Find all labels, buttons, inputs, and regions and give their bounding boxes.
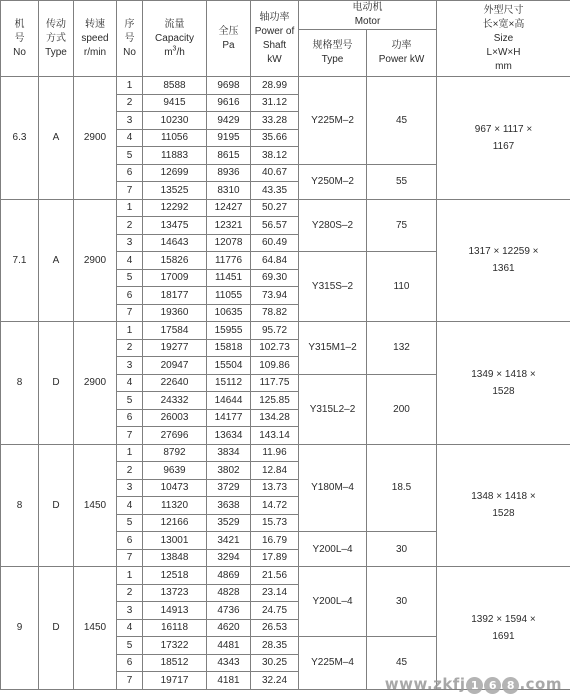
cell-seq-no: 7 xyxy=(117,182,143,200)
cell-capacity: 12292 xyxy=(143,199,207,217)
cell-seq-no: 5 xyxy=(117,637,143,655)
cell-shaft-power: 15.73 xyxy=(251,514,299,532)
cell-pressure: 8936 xyxy=(207,164,251,182)
header-machine-no: 机 号 No xyxy=(1,1,39,77)
cell-capacity: 9415 xyxy=(143,94,207,112)
cell-seq-no: 2 xyxy=(117,584,143,602)
cell-capacity: 8588 xyxy=(143,77,207,95)
cell-seq-no: 7 xyxy=(117,672,143,690)
header-motor: 电动机 Motor xyxy=(299,1,437,30)
cell-pressure: 9698 xyxy=(207,77,251,95)
cell-shaft-power: 69.30 xyxy=(251,269,299,287)
cell-capacity: 13848 xyxy=(143,549,207,567)
table-row xyxy=(1,567,570,585)
cell-motor-power: 30 xyxy=(367,567,437,637)
watermark-glyph-2: 6 xyxy=(484,677,501,694)
cell-speed: 2900 xyxy=(74,199,117,322)
cell-seq-no: 3 xyxy=(117,602,143,620)
cell-drive-type: D xyxy=(39,322,74,445)
cell-machine-no: 6.3 xyxy=(1,77,39,200)
cell-seq-no: 3 xyxy=(117,112,143,130)
cell-pressure: 15818 xyxy=(207,339,251,357)
cell-shaft-power: 21.56 xyxy=(251,567,299,585)
cell-capacity: 24332 xyxy=(143,392,207,410)
site-watermark: www.zkfj 1 6 8 .com xyxy=(384,675,562,693)
cell-capacity: 18512 xyxy=(143,654,207,672)
cell-pressure: 4481 xyxy=(207,637,251,655)
cell-pressure: 4181 xyxy=(207,672,251,690)
cell-pressure: 4620 xyxy=(207,619,251,637)
cell-seq-no: 3 xyxy=(117,479,143,497)
cell-pressure: 8310 xyxy=(207,182,251,200)
cell-pressure: 15504 xyxy=(207,357,251,375)
cell-seq-no: 3 xyxy=(117,234,143,252)
header-motor-model: 规格型号 Type xyxy=(299,30,367,77)
cell-seq-no: 2 xyxy=(117,217,143,235)
cell-shaft-power: 14.72 xyxy=(251,497,299,515)
cell-pressure: 12078 xyxy=(207,234,251,252)
cell-shaft-power: 40.67 xyxy=(251,164,299,182)
cell-seq-no: 1 xyxy=(117,77,143,95)
cell-motor-model: Y315S–2 xyxy=(299,252,367,322)
header-size: 外型尺寸 长×宽×高 Size L×W×H mm xyxy=(437,1,570,77)
cell-seq-no: 7 xyxy=(117,549,143,567)
cell-motor-power: 132 xyxy=(367,322,437,375)
cell-pressure: 3834 xyxy=(207,444,251,462)
cell-pressure: 12427 xyxy=(207,199,251,217)
cell-speed: 1450 xyxy=(74,567,117,690)
cell-drive-type: A xyxy=(39,199,74,322)
cell-capacity: 17322 xyxy=(143,637,207,655)
cell-motor-model: Y250M–2 xyxy=(299,164,367,199)
cell-capacity: 14643 xyxy=(143,234,207,252)
cell-seq-no: 5 xyxy=(117,269,143,287)
cell-motor-model: Y200L–4 xyxy=(299,567,367,637)
cell-seq-no: 6 xyxy=(117,409,143,427)
cell-shaft-power: 16.79 xyxy=(251,532,299,550)
cell-shaft-power: 32.24 xyxy=(251,672,299,690)
header-capacity: 流量 Capacity $m^3/h$ xyxy=(143,1,207,77)
cell-pressure: 13634 xyxy=(207,427,251,445)
cell-capacity: 8792 xyxy=(143,444,207,462)
cell-pressure: 12321 xyxy=(207,217,251,235)
cell-shaft-power: 56.57 xyxy=(251,217,299,235)
cell-motor-power: 45 xyxy=(367,637,437,690)
header-seq-no: 序 号 No xyxy=(117,1,143,77)
cell-seq-no: 2 xyxy=(117,94,143,112)
cell-seq-no: 6 xyxy=(117,287,143,305)
cell-seq-no: 6 xyxy=(117,532,143,550)
header-shaft-power: 轴功率 Power of Shaft kW xyxy=(251,1,299,77)
cell-capacity: 19277 xyxy=(143,339,207,357)
cell-pressure: 4828 xyxy=(207,584,251,602)
cell-pressure: 11776 xyxy=(207,252,251,270)
cell-shaft-power: 143.14 xyxy=(251,427,299,445)
cell-seq-no: 6 xyxy=(117,164,143,182)
cell-pressure: 11055 xyxy=(207,287,251,305)
cell-shaft-power: 95.72 xyxy=(251,322,299,340)
cell-seq-no: 2 xyxy=(117,462,143,480)
cell-seq-no: 1 xyxy=(117,444,143,462)
cell-capacity: 27696 xyxy=(143,427,207,445)
cell-shaft-power: 60.49 xyxy=(251,234,299,252)
cell-shaft-power: 24.75 xyxy=(251,602,299,620)
cell-capacity: 12518 xyxy=(143,567,207,585)
table-row xyxy=(1,322,570,340)
cell-shaft-power: 73.94 xyxy=(251,287,299,305)
cell-shaft-power: 35.66 xyxy=(251,129,299,147)
cell-machine-no: 7.1 xyxy=(1,199,39,322)
cell-capacity: 15826 xyxy=(143,252,207,270)
cell-capacity: 19360 xyxy=(143,304,207,322)
cell-capacity: 16118 xyxy=(143,619,207,637)
cell-shaft-power: 125.85 xyxy=(251,392,299,410)
cell-motor-model: Y315M1–2 xyxy=(299,322,367,375)
cell-capacity: 18177 xyxy=(143,287,207,305)
cell-shaft-power: 78.82 xyxy=(251,304,299,322)
cell-size: 1392 × 1594 × 1691 xyxy=(437,567,570,690)
cell-capacity: 17584 xyxy=(143,322,207,340)
cell-seq-no: 3 xyxy=(117,357,143,375)
cell-size: 1349 × 1418 × 1528 xyxy=(437,322,570,445)
cell-shaft-power: 26.53 xyxy=(251,619,299,637)
cell-pressure: 10635 xyxy=(207,304,251,322)
cell-pressure: 15955 xyxy=(207,322,251,340)
cell-seq-no: 2 xyxy=(117,339,143,357)
cell-pressure: 9616 xyxy=(207,94,251,112)
cell-shaft-power: 117.75 xyxy=(251,374,299,392)
cell-capacity: 13525 xyxy=(143,182,207,200)
cell-pressure: 15112 xyxy=(207,374,251,392)
cell-drive-type: D xyxy=(39,444,74,567)
cell-seq-no: 4 xyxy=(117,129,143,147)
cell-pressure: 3638 xyxy=(207,497,251,515)
cell-capacity: 11883 xyxy=(143,147,207,165)
cell-shaft-power: 11.96 xyxy=(251,444,299,462)
cell-speed: 2900 xyxy=(74,77,117,200)
cell-shaft-power: 50.27 xyxy=(251,199,299,217)
cell-motor-model: Y280S–2 xyxy=(299,199,367,252)
cell-capacity: 20947 xyxy=(143,357,207,375)
cell-shaft-power: 33.28 xyxy=(251,112,299,130)
cell-capacity: 14913 xyxy=(143,602,207,620)
cell-pressure: 11451 xyxy=(207,269,251,287)
cell-motor-model: Y200L–4 xyxy=(299,532,367,567)
cell-shaft-power: 28.99 xyxy=(251,77,299,95)
cell-seq-no: 1 xyxy=(117,322,143,340)
cell-machine-no: 8 xyxy=(1,444,39,567)
cell-seq-no: 5 xyxy=(117,514,143,532)
cell-drive-type: A xyxy=(39,77,74,200)
cell-shaft-power: 38.12 xyxy=(251,147,299,165)
cell-shaft-power: 23.14 xyxy=(251,584,299,602)
table-row xyxy=(1,77,570,95)
cell-seq-no: 4 xyxy=(117,497,143,515)
cell-capacity: 19717 xyxy=(143,672,207,690)
cell-shaft-power: 102.73 xyxy=(251,339,299,357)
cell-motor-power: 18.5 xyxy=(367,444,437,532)
cell-machine-no: 9 xyxy=(1,567,39,690)
watermark-glyph-3: 8 xyxy=(502,677,519,694)
cell-shaft-power: 64.84 xyxy=(251,252,299,270)
cell-capacity: 22640 xyxy=(143,374,207,392)
cell-capacity: 10230 xyxy=(143,112,207,130)
cell-shaft-power: 134.28 xyxy=(251,409,299,427)
cell-seq-no: 7 xyxy=(117,304,143,322)
cell-pressure: 3294 xyxy=(207,549,251,567)
cell-shaft-power: 12.84 xyxy=(251,462,299,480)
cell-seq-no: 4 xyxy=(117,252,143,270)
cell-seq-no: 1 xyxy=(117,567,143,585)
cell-capacity: 11320 xyxy=(143,497,207,515)
cell-capacity: 12166 xyxy=(143,514,207,532)
header-drive-type: 传动 方式 Type xyxy=(39,1,74,77)
cell-capacity: 13475 xyxy=(143,217,207,235)
cell-capacity: 9639 xyxy=(143,462,207,480)
cell-seq-no: 5 xyxy=(117,147,143,165)
cell-pressure: 14644 xyxy=(207,392,251,410)
cell-pressure: 8615 xyxy=(207,147,251,165)
cell-seq-no: 1 xyxy=(117,199,143,217)
cell-motor-model: Y225M–2 xyxy=(299,77,367,165)
cell-capacity: 17009 xyxy=(143,269,207,287)
cell-seq-no: 4 xyxy=(117,374,143,392)
cell-pressure: 3421 xyxy=(207,532,251,550)
cell-capacity: 26003 xyxy=(143,409,207,427)
cell-pressure: 14177 xyxy=(207,409,251,427)
cell-pressure: 9429 xyxy=(207,112,251,130)
cell-shaft-power: 30.25 xyxy=(251,654,299,672)
table-row xyxy=(1,199,570,217)
capacity-unit: $m^3/h$ xyxy=(164,45,185,58)
cell-pressure: 4343 xyxy=(207,654,251,672)
cell-seq-no: 6 xyxy=(117,654,143,672)
cell-motor-model: Y180M–4 xyxy=(299,444,367,532)
cell-motor-power: 75 xyxy=(367,199,437,252)
cell-shaft-power: 28.35 xyxy=(251,637,299,655)
table-row xyxy=(1,444,570,462)
cell-capacity: 13723 xyxy=(143,584,207,602)
cell-shaft-power: 109.86 xyxy=(251,357,299,375)
cell-motor-power: 110 xyxy=(367,252,437,322)
cell-shaft-power: 13.73 xyxy=(251,479,299,497)
cell-size: 1348 × 1418 × 1528 xyxy=(437,444,570,567)
cell-seq-no: 4 xyxy=(117,619,143,637)
cell-size: 967 × 1117 × 1167 xyxy=(437,77,570,200)
cell-motor-power: 30 xyxy=(367,532,437,567)
cell-motor-power: 200 xyxy=(367,374,437,444)
cell-pressure: 3802 xyxy=(207,462,251,480)
cell-pressure: 4736 xyxy=(207,602,251,620)
cell-capacity: 11056 xyxy=(143,129,207,147)
cell-pressure: 4869 xyxy=(207,567,251,585)
cell-drive-type: D xyxy=(39,567,74,690)
cell-pressure: 3529 xyxy=(207,514,251,532)
cell-size: 1317 × 12259 × 1361 xyxy=(437,199,570,322)
cell-pressure: 9195 xyxy=(207,129,251,147)
cell-machine-no: 8 xyxy=(1,322,39,445)
cell-speed: 2900 xyxy=(74,322,117,445)
watermark-glyph-1: 1 xyxy=(466,677,483,694)
cell-pressure: 3729 xyxy=(207,479,251,497)
cell-shaft-power: 31.12 xyxy=(251,94,299,112)
cell-shaft-power: 17.89 xyxy=(251,549,299,567)
cell-seq-no: 5 xyxy=(117,392,143,410)
cell-motor-model: Y315L2–2 xyxy=(299,374,367,444)
header-motor-power: 功率 Power kW xyxy=(367,30,437,77)
cell-seq-no: 7 xyxy=(117,427,143,445)
cell-capacity: 12699 xyxy=(143,164,207,182)
cell-shaft-power: 43.35 xyxy=(251,182,299,200)
cell-motor-power: 45 xyxy=(367,77,437,165)
table-body xyxy=(1,77,570,690)
cell-motor-power: 55 xyxy=(367,164,437,199)
header-speed: 转速 speed r/min xyxy=(74,1,117,77)
header-pressure: 全压 Pa xyxy=(207,1,251,77)
cell-capacity: 10473 xyxy=(143,479,207,497)
cell-speed: 1450 xyxy=(74,444,117,567)
cell-motor-model: Y225M–4 xyxy=(299,637,367,690)
cell-capacity: 13001 xyxy=(143,532,207,550)
